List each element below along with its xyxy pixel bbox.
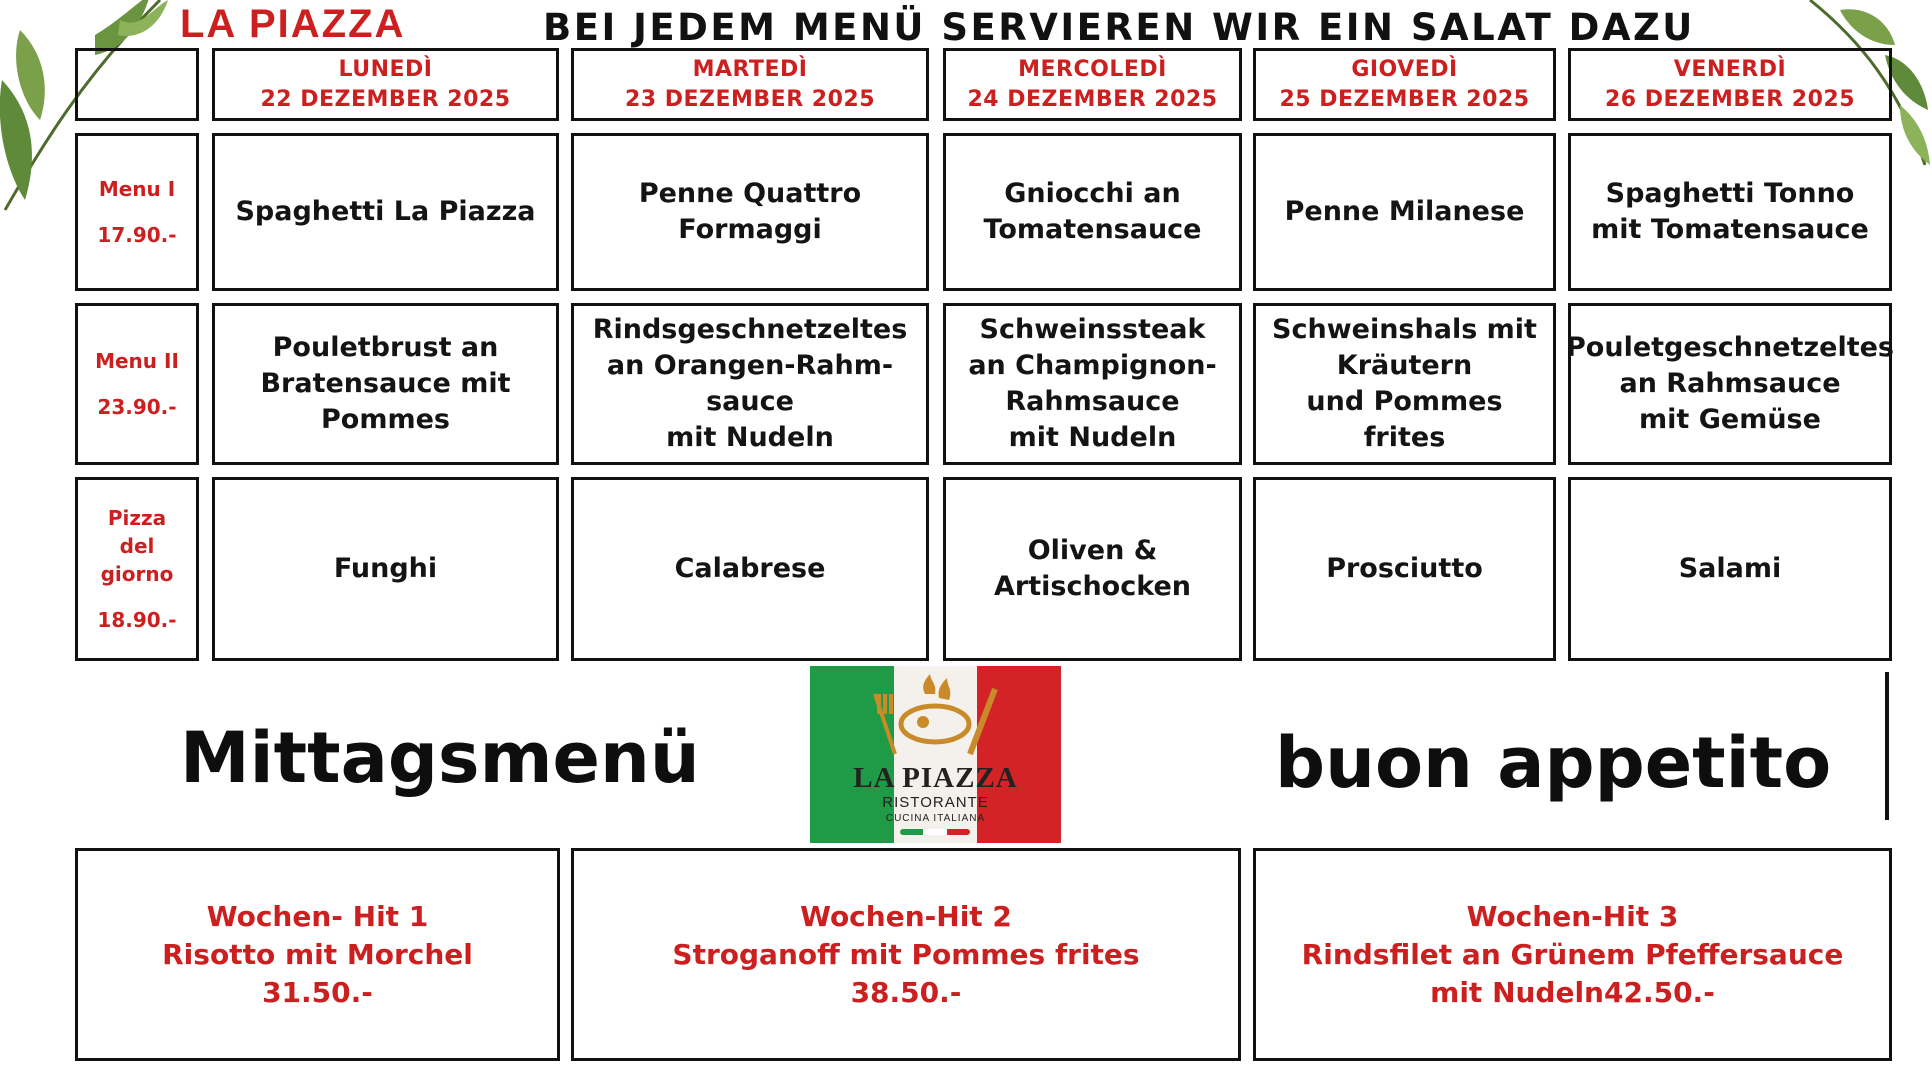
lunch-menu-title: Mittagsmenü bbox=[180, 717, 700, 799]
dish-line: Kräutern bbox=[1336, 350, 1473, 381]
day-header-3 bbox=[943, 48, 1242, 121]
dish-line: Pommes bbox=[321, 404, 450, 435]
dish-line: und Pommes frites bbox=[1306, 386, 1503, 453]
buon-appetito-text: buon appetito bbox=[1275, 722, 1832, 804]
dish-cell bbox=[1568, 133, 1892, 291]
dish-cell bbox=[943, 303, 1242, 465]
right-panel-edge bbox=[1885, 672, 1889, 820]
dish-line: mit Nudeln bbox=[666, 422, 834, 453]
dish-cell bbox=[571, 303, 929, 465]
dish-line: Funghi bbox=[333, 553, 438, 584]
dish-line: Gniocchi an bbox=[1004, 178, 1181, 209]
dish-line: Tomatensauce bbox=[983, 214, 1202, 245]
restaurant-logo bbox=[810, 666, 1061, 843]
dish-line: Pouletbrust an bbox=[272, 332, 499, 363]
day-date: 24 DEZEMBER 2025 bbox=[967, 86, 1218, 112]
day-header-5 bbox=[1568, 48, 1892, 121]
dish-cell bbox=[943, 477, 1242, 661]
logo-cucina: CUCINA ITALIANA bbox=[885, 813, 986, 824]
menu-label-1 bbox=[75, 133, 199, 291]
weekly-hit-line: Wochen- Hit 1 bbox=[206, 899, 429, 933]
day-name: MERCOLEDÌ bbox=[1018, 56, 1167, 82]
dish-cell bbox=[212, 477, 559, 661]
weekly-hit-3 bbox=[1253, 848, 1892, 1061]
dish-line: Calabrese bbox=[674, 553, 826, 584]
weekly-hit-line: 38.50.- bbox=[850, 975, 962, 1009]
weekly-hit-line: Stroganoff mit Pommes frites bbox=[672, 937, 1140, 971]
dish-cell bbox=[1253, 133, 1556, 291]
dish-cell bbox=[1568, 303, 1892, 465]
brand-title: LA PIAZZA bbox=[180, 2, 406, 46]
salad-headline: BEI JEDEM MENÜ SERVIEREN WIR EIN SALAT DAZU bbox=[543, 6, 1695, 49]
dish-line: an Champignon- bbox=[968, 350, 1217, 381]
dish-line: an Rahmsauce bbox=[1619, 368, 1841, 399]
dish-line: Penne Quattro Formaggi bbox=[638, 178, 862, 245]
dish-cell bbox=[1253, 477, 1556, 661]
menu-label-line: Menu II bbox=[95, 349, 179, 373]
day-date: 25 DEZEMBER 2025 bbox=[1279, 86, 1530, 112]
menu-label-line: giorno bbox=[100, 562, 174, 586]
dish-line: Rahmsauce bbox=[1005, 386, 1180, 417]
menu-label-line: Menu I bbox=[98, 177, 176, 201]
dish-cell bbox=[571, 477, 929, 661]
logo-name: LA PIAZZA bbox=[853, 762, 1018, 794]
weekly-hit-line: Wochen-Hit 2 bbox=[800, 899, 1012, 933]
menu-price: 23.90.- bbox=[97, 395, 177, 419]
dish-line: an Orangen-Rahm-sauce bbox=[606, 350, 894, 417]
dish-line: mit Tomatensauce bbox=[1591, 214, 1869, 245]
day-header-4 bbox=[1253, 48, 1556, 121]
dish-cell bbox=[1253, 303, 1556, 465]
dish-line: Oliven & Artischocken bbox=[994, 535, 1191, 602]
dish-line: Prosciutto bbox=[1326, 553, 1483, 584]
dish-line: Salami bbox=[1678, 553, 1782, 584]
dish-line: mit Gemüse bbox=[1639, 404, 1821, 435]
dish-cell bbox=[943, 133, 1242, 291]
day-header-2 bbox=[571, 48, 929, 121]
dish-line: Spaghetti La Piazza bbox=[235, 196, 536, 227]
dish-cell bbox=[571, 133, 929, 291]
dish-line: Schweinssteak bbox=[979, 314, 1206, 345]
dish-line: Bratensauce mit bbox=[260, 368, 511, 399]
day-date: 22 DEZEMBER 2025 bbox=[260, 86, 511, 112]
corner-cell bbox=[75, 48, 199, 121]
menu-price: 17.90.- bbox=[97, 223, 177, 247]
day-name: VENERDÌ bbox=[1673, 56, 1787, 82]
dish-cell bbox=[212, 133, 559, 291]
grill-icon bbox=[865, 674, 1005, 769]
day-name: GIOVEDÌ bbox=[1351, 56, 1458, 82]
dish-line: Rindsgeschnetzeltes bbox=[592, 314, 908, 345]
logo-ristorante: RISTORANTE bbox=[882, 794, 989, 811]
dish-line: Penne Milanese bbox=[1284, 196, 1525, 227]
day-date: 23 DEZEMBER 2025 bbox=[624, 86, 876, 112]
weekly-hit-1 bbox=[75, 848, 560, 1061]
dish-line: Schweinshals mit bbox=[1272, 314, 1537, 345]
menu-label-line: Pizza bbox=[107, 506, 167, 530]
day-date: 26 DEZEMBER 2025 bbox=[1604, 86, 1856, 112]
day-header-1 bbox=[212, 48, 559, 121]
logo-flag-strip bbox=[900, 829, 970, 835]
menu-price: 18.90.- bbox=[97, 608, 177, 632]
day-name: MARTEDÌ bbox=[692, 56, 808, 82]
menu-label-2 bbox=[75, 303, 199, 465]
menu-label-line: del bbox=[119, 534, 155, 558]
weekly-hit-line: Wochen-Hit 3 bbox=[1466, 899, 1679, 933]
dish-line: mit Nudeln bbox=[1008, 422, 1177, 453]
dish-line: Pouletgeschnetzeltes bbox=[1566, 332, 1894, 363]
weekly-hit-line: mit Nudeln42.50.- bbox=[1430, 975, 1715, 1009]
menu-label-3 bbox=[75, 477, 199, 661]
dish-line: Spaghetti Tonno bbox=[1605, 178, 1855, 209]
weekly-hit-2 bbox=[571, 848, 1241, 1061]
dish-cell bbox=[1568, 477, 1892, 661]
weekly-hit-line: Rindsfilet an Grünem Pfeffersauce bbox=[1301, 937, 1844, 971]
weekly-hit-line: 31.50.- bbox=[262, 975, 373, 1009]
weekly-hit-line: Risotto mit Morchel bbox=[162, 937, 473, 971]
day-name: LUNEDÌ bbox=[338, 56, 433, 82]
dish-cell bbox=[212, 303, 559, 465]
